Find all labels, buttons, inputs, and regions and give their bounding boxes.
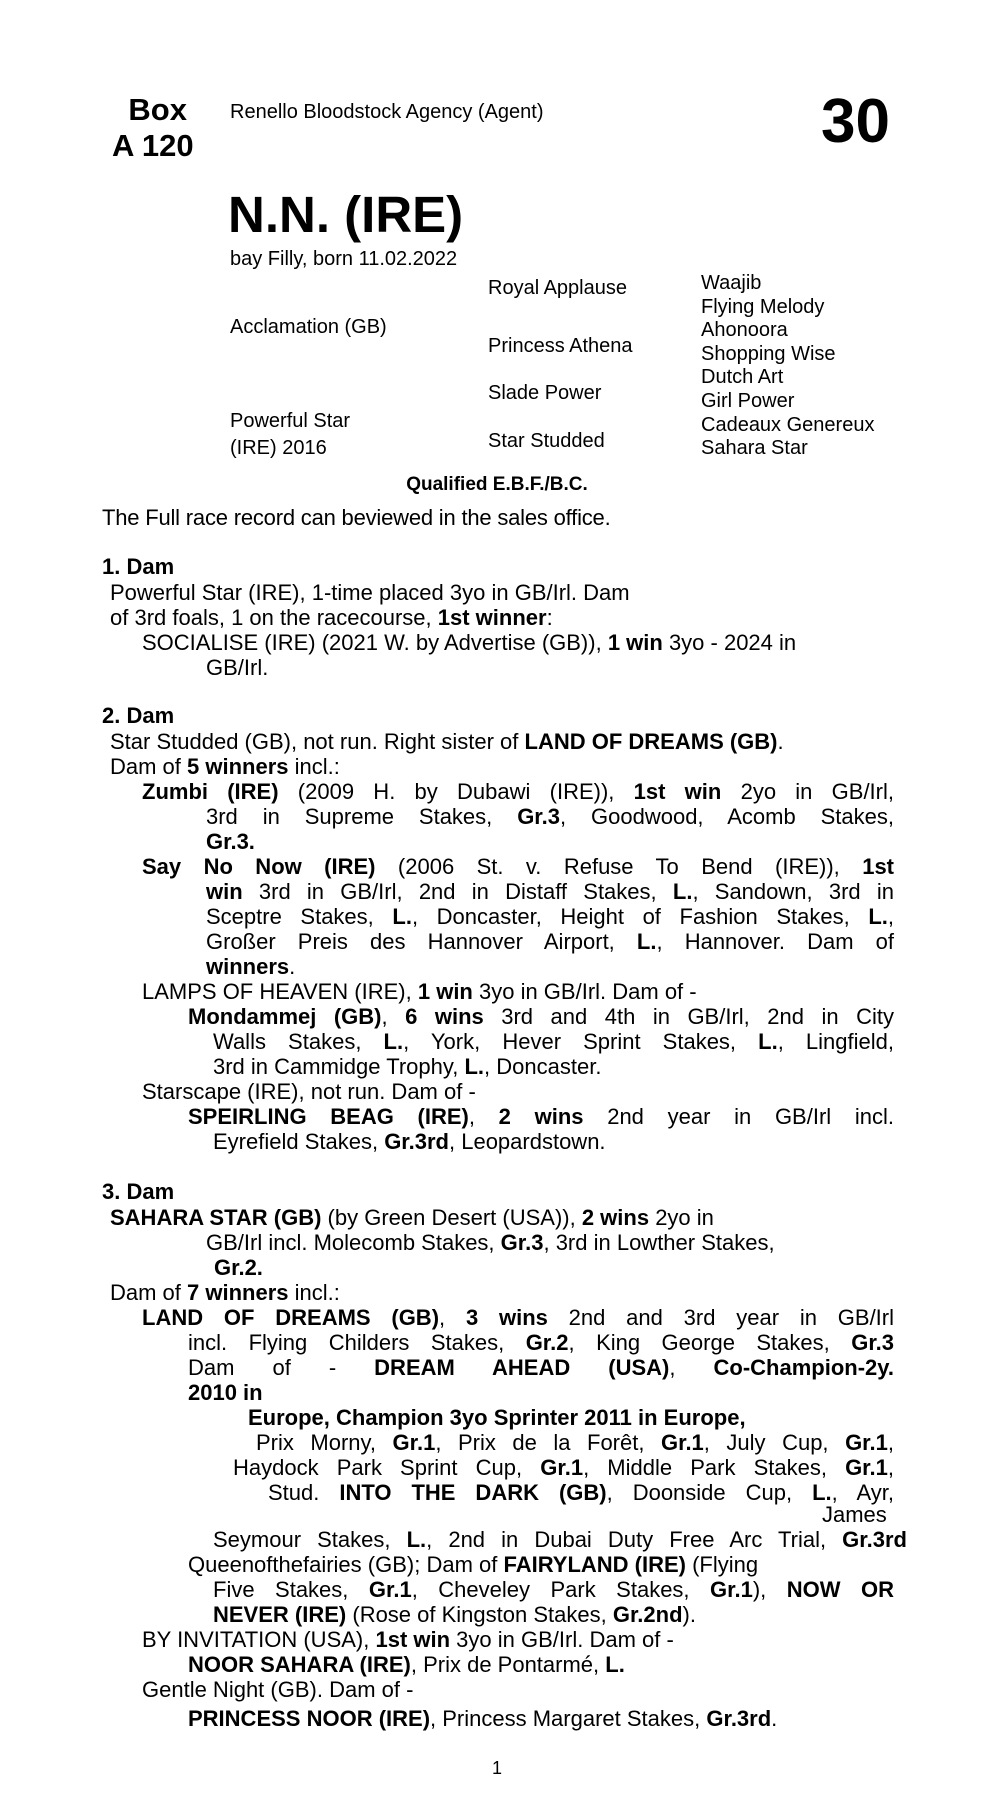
dam-3-line: Seymour Stakes, L., 2nd in Dubai Duty Free Arc Trial, Gr.3rd: [213, 1527, 907, 1552]
dam-2-line: 3rd in Cammidge Trophy, L., Doncaster.: [213, 1054, 602, 1079]
pedigree-grandparent: Slade Power: [488, 382, 602, 404]
horse-name: N.N. (IRE): [228, 186, 464, 243]
dam-3-line: Gr.2.: [214, 1255, 263, 1280]
dam-2-line: win 3rd in GB/Irl, 2nd in Distaff Stakes, L., Sandown, 3rd in: [206, 879, 894, 904]
pedigree-great-grandparent: Sahara Star: [701, 437, 808, 460]
pedigree-great-grandparent: Cadeaux Genereux: [701, 413, 875, 436]
dam-1-line: GB/Irl.: [206, 655, 269, 680]
dam-2-line: winners.: [206, 954, 296, 979]
dam-3-line: incl. Flying Childers Stakes, Gr.2, King George Stakes, Gr.3: [188, 1330, 895, 1355]
pedigree-great-grandparent: Waajib: [701, 272, 762, 294]
dam-1-line: SOCIALISE (IRE) (2021 W. by Advertise (GB)), 1 win 3yo - 2024 in: [142, 630, 797, 655]
dam-2-line: Sceptre Stakes, L., Doncaster, Height of Fashion Stakes, L.,: [206, 904, 895, 929]
page-number: 1: [491, 1758, 502, 1778]
dam-3-line: SAHARA STAR (GB) (by Green Desert (USA)), 2 wins 2yo in: [110, 1205, 714, 1230]
dam-2-line: Dam of 5 winners incl.:: [110, 754, 340, 779]
dam-2-line: Star Studded (GB), not run. Right sister of LAND OF DREAMS (GB).: [110, 729, 784, 754]
dam-3-line: Europe, Champion 3yo Sprinter 2011 in Europe,: [248, 1405, 746, 1430]
dam-2-line: Walls Stakes, L., York, Hever Sprint Stakes, L., Lingfield,: [213, 1029, 894, 1054]
pedigree-great-grandparent: Girl Power: [701, 389, 795, 412]
qualification-note: Qualified E.B.F./B.C.: [406, 474, 588, 495]
pedigree-great-grandparents: [701, 272, 874, 461]
dam-3-line: PRINCESS NOOR (IRE), Princess Margaret Stakes, Gr.3rd.: [188, 1706, 778, 1731]
dam-3-line: NEVER (IRE) (Rose of Kingston Stakes, Gr.2nd).: [213, 1602, 696, 1627]
dam-3-line: Dam of - DREAM AHEAD (USA), Co-Champion-2y.: [188, 1355, 894, 1380]
dam-2-line: 3rd in Supreme Stakes, Gr.3, Goodwood, Acomb Stakes,: [206, 804, 894, 829]
dam-3-line: Haydock Park Sprint Cup, Gr.1, Middle Park Stakes, Gr.1,: [233, 1455, 894, 1480]
dam-1-line: Powerful Star (IRE), 1-time placed 3yo in GB/Irl. Dam: [110, 580, 630, 605]
section-heading-dam-1: 1. Dam: [102, 554, 175, 579]
lot-number: 30: [821, 87, 890, 156]
dam-3-line: Dam of 7 winners incl.:: [110, 1280, 340, 1305]
pedigree-sire: Acclamation (GB): [230, 316, 387, 338]
section-heading-dam-3: 3. Dam: [102, 1179, 175, 1204]
dam-2-line: Großer Preis des Hannover Airport, L., Hannover. Dam of: [206, 929, 894, 954]
pedigree-grandparent: Royal Applause: [488, 277, 627, 299]
dam-2-line: Gr.3.: [206, 829, 255, 854]
dam-2-line: Say No Now (IRE) (2006 St. v. Refuse To Bend (IRE)), 1st: [142, 854, 894, 879]
dam-3-line: Stud. INTO THE DARK (GB), Doonside Cup, L., Ayr,: [268, 1480, 894, 1505]
pedigree-great-grandparent: Shopping Wise: [701, 342, 836, 365]
dam-3-line: Prix Morny, Gr.1, Prix de la Forêt, Gr.1, July Cup, Gr.1,: [256, 1430, 894, 1455]
race-record-note: The Full race record can beviewed in the sales office.: [102, 505, 611, 530]
dam-2-line: Starscape (IRE), not run. Dam of -: [142, 1079, 476, 1104]
dam-2-line: SPEIRLING BEAG (IRE), 2 wins 2nd year in GB/Irl incl.: [188, 1104, 894, 1129]
pedigree-dam-line-2: (IRE) 2016: [230, 437, 327, 459]
section-heading-dam-2: 2. Dam: [102, 703, 175, 728]
dam-3-line: Gentle Night (GB). Dam of -: [142, 1677, 414, 1702]
pedigree-grandparent: Star Studded: [488, 430, 605, 452]
dam-2-line: Zumbi (IRE) (2009 H. by Dubawi (IRE)), 1st win 2yo in GB/Irl,: [142, 779, 894, 804]
dam-3-line: BY INVITATION (USA), 1st win 3yo in GB/Irl. Dam of -: [142, 1627, 674, 1652]
pedigree-dam-line-1: Powerful Star: [230, 410, 351, 432]
pedigree-great-grandparent: Flying Melody: [701, 295, 825, 318]
dam-2-line: Eyrefield Stakes, Gr.3rd, Leopardstown.: [213, 1129, 606, 1154]
dam-3-line: NOOR SAHARA (IRE), Prix de Pontarmé, L.: [188, 1652, 625, 1677]
dam-3-line: Queenofthefairies (GB); Dam of FAIRYLAND (IRE) (Flying: [188, 1552, 759, 1577]
box-line-2: A 120: [112, 128, 194, 164]
dam-3-line: Five Stakes, Gr.1, Cheveley Park Stakes, Gr.1), NOW OR: [213, 1577, 894, 1602]
dam-2-line: LAMPS OF HEAVEN (IRE), 1 win 3yo in GB/Irl. Dam of -: [142, 979, 697, 1004]
pedigree-grandparent: Princess Athena: [488, 335, 633, 357]
dam-3-line: LAND OF DREAMS (GB), 3 wins 2nd and 3rd year in GB/Irl: [142, 1305, 895, 1330]
dam-3-line: GB/Irl incl. Molecomb Stakes, Gr.3, 3rd in Lowther Stakes,: [206, 1230, 775, 1255]
pedigree-great-grandparent: Ahonoora: [701, 319, 788, 342]
dam-3-line: James: [822, 1502, 887, 1527]
dam-2-line: Mondammej (GB), 6 wins 3rd and 4th in GB/Irl, 2nd in City: [188, 1004, 894, 1029]
horse-description: bay Filly, born 11.02.2022: [230, 248, 458, 270]
pedigree-great-grandparent: Dutch Art: [701, 366, 784, 389]
dam-1-line: of 3rd foals, 1 on the racecourse, 1st winner:: [110, 605, 553, 630]
box-line-1: Box: [128, 92, 187, 127]
dam-3-line: 2010 in: [188, 1380, 263, 1405]
agent-name: Renello Bloodstock Agency (Agent): [230, 101, 544, 123]
box-label: [112, 92, 194, 165]
